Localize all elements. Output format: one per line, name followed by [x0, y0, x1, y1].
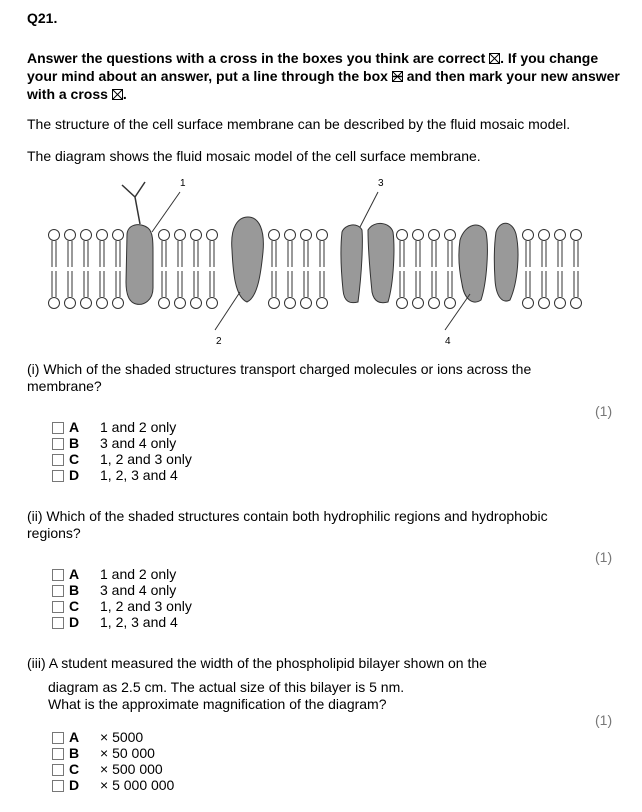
glycoprotein-1: [126, 225, 153, 305]
option-c[interactable]: C × 500 000: [52, 761, 252, 777]
phospholipid-head: [539, 298, 550, 309]
phospholipid-head: [523, 298, 534, 309]
phospholipid-head: [445, 230, 456, 241]
phospholipid-head: [301, 230, 312, 241]
option-a[interactable]: A 1 and 2 only: [52, 566, 252, 582]
answer-checkbox[interactable]: [52, 732, 64, 744]
option-c[interactable]: C 1, 2 and 3 only: [52, 598, 252, 614]
phospholipid-head: [81, 230, 92, 241]
option-b[interactable]: B 3 and 4 only: [52, 435, 252, 451]
option-d[interactable]: D × 5 000 000: [52, 777, 252, 793]
answer-checkbox[interactable]: [52, 601, 64, 613]
phospholipid-head: [413, 298, 424, 309]
answer-checkbox[interactable]: [52, 585, 64, 597]
instructions-part1: Answer the questions with a cross in the boxes you think are correct: [27, 50, 486, 66]
question-number: Q21.: [27, 10, 58, 26]
label-2: 2: [216, 336, 222, 347]
phospholipid-head: [269, 230, 280, 241]
answer-checkbox[interactable]: [52, 454, 64, 466]
part-iii-question-line1: (iii) A student measured the width of the phospholipid bilayer shown on the: [27, 655, 487, 671]
phospholipid-head: [397, 230, 408, 241]
part-ii-question: (ii) Which of the shaded structures contain both hydrophilic regions and hydrophobic regions?: [27, 508, 548, 541]
phospholipid-head: [49, 298, 60, 309]
phospholipid-head: [301, 298, 312, 309]
crossed-box-icon: [112, 89, 123, 100]
part-iii-question-line2: diagram as 2.5 cm. The actual size of this bilayer is 5 nm.: [48, 679, 405, 695]
instructions-part4: .: [122, 86, 127, 102]
phospholipid-head: [159, 230, 170, 241]
channel-protein-4-right: [494, 223, 518, 301]
part-iii-marks: (1): [595, 712, 613, 728]
option-d[interactable]: D 1, 2, 3 and 4: [52, 467, 252, 483]
answer-checkbox[interactable]: [52, 764, 64, 776]
part-i-options: [52, 419, 252, 483]
option-a[interactable]: A 1 and 2 only: [52, 419, 252, 435]
phospholipid-head: [81, 298, 92, 309]
answer-checkbox[interactable]: [52, 748, 64, 760]
phospholipid-head: [397, 298, 408, 309]
instructions: [27, 49, 627, 103]
phospholipid-head: [191, 298, 202, 309]
channel-protein-3-left: [341, 225, 362, 303]
phospholipid-head: [555, 298, 566, 309]
phospholipid-head: [175, 298, 186, 309]
phospholipid-head: [113, 230, 124, 241]
phospholipid-head: [65, 230, 76, 241]
phospholipid-head: [571, 230, 582, 241]
phospholipid-head: [317, 230, 328, 241]
answer-checkbox[interactable]: [52, 780, 64, 792]
option-b[interactable]: B × 50 000: [52, 745, 252, 761]
part-i-question: (i) Which of the shaded structures transport charged molecules or ions across the membrane?: [27, 361, 532, 394]
intro-paragraph-2: The diagram shows the fluid mosaic model of the cell surface membrane.: [27, 148, 481, 164]
instructions-part3: and then mark your new answer with a cross: [27, 68, 620, 102]
phospholipid-head: [159, 298, 170, 309]
part-iii-options: [52, 729, 252, 793]
channel-protein-3-right: [368, 223, 394, 302]
label-4: 4: [445, 336, 451, 347]
part-i-marks: (1): [595, 403, 613, 419]
phospholipid-head: [97, 298, 108, 309]
phospholipid-head: [207, 230, 218, 241]
glycoprotein-1-chain: [122, 182, 145, 224]
label-3: 3: [378, 178, 384, 189]
phospholipid-head: [539, 230, 550, 241]
phospholipid-head: [523, 230, 534, 241]
phospholipid-head: [97, 230, 108, 241]
answer-checkbox[interactable]: [52, 470, 64, 482]
phospholipid-head: [317, 298, 328, 309]
part-ii-marks: (1): [595, 549, 613, 565]
phospholipid-head: [413, 230, 424, 241]
phospholipid-head: [191, 230, 202, 241]
answer-checkbox[interactable]: [52, 422, 64, 434]
answer-checkbox[interactable]: [52, 438, 64, 450]
protein-2: [232, 217, 264, 302]
option-a[interactable]: A × 5000: [52, 729, 252, 745]
phospholipid-head: [207, 298, 218, 309]
part-iii-question-line3: What is the approximate magnification of the diagram?: [48, 696, 387, 712]
phospholipid-head: [65, 298, 76, 309]
phospholipid-head: [175, 230, 186, 241]
answer-checkbox[interactable]: [52, 617, 64, 629]
phospholipid-head: [429, 230, 440, 241]
part-ii-options: [52, 566, 252, 630]
phospholipid-head: [113, 298, 124, 309]
intro-paragraph-1: The structure of the cell surface membrane can be described by the fluid mosaic model.: [27, 116, 571, 132]
option-d[interactable]: D 1, 2, 3 and 4: [52, 614, 252, 630]
phospholipid-head: [269, 298, 280, 309]
option-c[interactable]: C 1, 2 and 3 only: [52, 451, 252, 467]
channel-protein-4-left: [459, 225, 487, 302]
phospholipid-head: [285, 230, 296, 241]
instructions-part2: . If you change your mind about an answer, put a line through the box: [27, 50, 599, 84]
phospholipid-head: [555, 230, 566, 241]
phospholipid-head: [49, 230, 60, 241]
phospholipid-head: [285, 298, 296, 309]
fluid-mosaic-diagram: [40, 172, 600, 350]
option-b[interactable]: B 3 and 4 only: [52, 582, 252, 598]
label-1: 1: [180, 178, 186, 189]
struck-crossed-box-icon: [392, 71, 403, 82]
phospholipid-head: [571, 298, 582, 309]
answer-checkbox[interactable]: [52, 569, 64, 581]
crossed-box-icon: [489, 53, 500, 64]
phospholipid-head: [429, 298, 440, 309]
phospholipid-head: [445, 298, 456, 309]
